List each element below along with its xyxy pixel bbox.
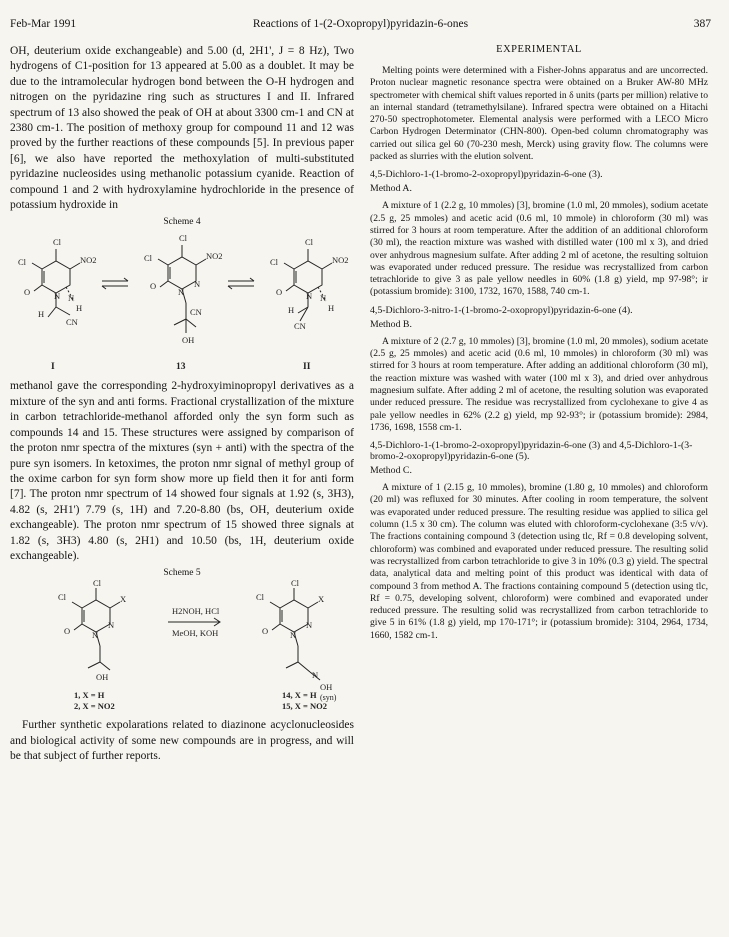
svg-text:N: N	[68, 293, 75, 304]
svg-text:N: N	[306, 620, 313, 631]
scheme-4-label-I: I	[51, 362, 55, 373]
scheme-5-reagents-top: H2NOH, HCl	[172, 606, 220, 617]
svg-text:H: H	[328, 303, 335, 314]
svg-text:OH: OH	[182, 335, 195, 346]
svg-text:N: N	[290, 630, 297, 641]
body-paragraph-3: Further synthetic expolarations related to diazinone acyclonucleosides and biological activity of some new compounds are in progress, and will be that subject of further reports.	[10, 719, 354, 763]
structure-I	[32, 249, 83, 320]
scheme-5-reagents-bottom: MeOH, KOH	[172, 628, 219, 639]
scheme-4-structures	[10, 229, 354, 379]
scheme-5	[10, 568, 354, 718]
svg-text:OH: OH	[96, 672, 109, 683]
method-c-label: Method C.	[370, 465, 412, 477]
svg-text:Cl: Cl	[179, 233, 188, 244]
svg-text:H: H	[76, 303, 83, 314]
scheme-5-compound-2: 2, X = NO2	[74, 701, 115, 712]
svg-text:O: O	[24, 287, 31, 298]
svg-text:O: O	[64, 626, 71, 637]
scheme-4	[10, 217, 354, 379]
method-c-text: A mixture of 1 (2.15 g, 10 mmoles), bromine (1.80 g, 10 mmoles) and chloroform (20 ml) was refluxed for 30 minutes. After cooling in room temperature, the solvent was evaporated under reduced pressure. The resulting residue was applied to silica gel column (1.5 x 30 cm). The column was eluted with chloroform-cyclohexane (3:5 v/v). The fractions containing compound 3 (detection using tlc, Rf = 0.8 developing solvent, chloroform) was combined and evaporated under reduced pressure. The resulting solid was recrystallized from carbon tetrachloride to give 3 in 10% (0.3 g) yield. The spectral data, analytical data and melting point of this product was identical with data of compound 3 from method A. The fractions containing compound 5 (detection using tlc, Rf = 0.75, developing solvent, chloroform) were combined and evaporated under reduced pressure. The resulting solid was recrystallized from carbon tetrachloride to give 5 in 61% (1.8 g) yield, mp 170-171°; ir (potassium bromide): 3104, 2964, 1734, 1660, 1582 cm-1.	[370, 482, 708, 641]
header-date: Feb-Mar 1991	[10, 18, 77, 30]
svg-text:CN: CN	[66, 317, 78, 328]
svg-text:Cl: Cl	[305, 237, 314, 248]
scheme-4-label-II: II	[303, 362, 311, 373]
scheme-4-label-13: 13	[176, 362, 186, 373]
svg-text:N: N	[178, 287, 185, 298]
method-a-label: Method A.	[370, 183, 412, 195]
scheme-5-compound-1: 1, X = H	[74, 690, 105, 701]
svg-text:Cl: Cl	[144, 253, 153, 264]
method-b-label: Method B.	[370, 318, 412, 330]
svg-text:CN: CN	[294, 321, 306, 332]
right-column	[370, 44, 708, 646]
page-number: 387	[693, 18, 711, 30]
header-title: Reactions of 1-(2-Oxopropyl)pyridazin-6-ones	[252, 18, 469, 30]
left-column	[10, 44, 354, 769]
svg-text:Cl: Cl	[53, 237, 62, 248]
svg-text:Cl: Cl	[270, 257, 279, 268]
running-header	[10, 18, 711, 34]
svg-text:Cl: Cl	[256, 592, 265, 603]
experimental-heading: EXPERIMENTAL	[496, 44, 582, 55]
svg-text:O: O	[150, 281, 157, 292]
svg-text:NO2: NO2	[80, 255, 97, 266]
svg-text:H: H	[38, 309, 45, 320]
method-a-text: A mixture of 1 (2.2 g, 10 mmoles) [3], bromine (1.0 ml, 20 mmoles), sodium acetate (2.5 g, 25 mmoles) and acetic acid (0.6 ml, 10 mmole) in chloroform (30 ml) was stirred for 3 hours at room temperature. After the addition of an additional chloroform (30 ml), the reaction mixture was washed with distilled water (100 ml x 3), and dried over anhydrous magnesium sulfate. After adding 2 ml of acetone, the resulting soltuion was evaporated under reduced pressure. The residue was recrystallized from carbon tetrachloride to give 3 as pale yellow needles in 60% (1.8 g) yield, mp 97-98°; ir (potassium bromide): 3100, 1732, 1670, 1588, 740 cm-1.	[370, 200, 708, 298]
svg-text:N: N	[320, 293, 327, 304]
svg-text:H: H	[288, 305, 295, 316]
svg-text:O: O	[262, 626, 269, 637]
svg-text:N: N	[194, 279, 201, 290]
svg-text:N: N	[92, 630, 99, 641]
method-b-text: A mixture of 2 (2.7 g, 10 mmoles) [3], bromine (1.0 ml, 20 mmoles), sodium acetate (2.5 g, 25 mmoles) and acetic acid (0.6 ml, 10 mmoles) in chloroform (30 ml) was stirred for 3 hours at room temperature. After adding an additional chloroform (30 ml), the reaction mixture was washed with water (100 ml x 3), and dried over anhydrous magnesium sulfate. After adding 2 ml of acetone, the resulting solution was evaporated under reduced pressure. The residue was recrystallized from cyclohexane to give 4 as pale yellow needles in 62% (2.2 g) yield, mp 92-93°; ir (potassium bromide): 2984, 1736, 1698, 1558 cm-1.	[370, 335, 708, 433]
svg-text:Cl: Cl	[93, 580, 102, 589]
svg-text:Cl: Cl	[18, 257, 27, 268]
scheme-5-syn-label: (syn)	[320, 693, 337, 703]
body-paragraph-2: methanol gave the corresponding 2-hydroxyiminopropyl derivatives as a mixture of the syn and anti forms. Fractional crystallization of the mixture in carbon tetrachloride-methanol afforded only the syn form such as compounds 14 and 15. These structures were assigned by comparison of the proton nmr spectra of the mixtures (syn + anti) with the spectra of the pure syn isomers. In ketoximes, the proton nmr signal of methyl group of the oxime carbon for syn form show more up field then it for anti form [7]. The proton nmr spectrum of 14 showed four signals at 1.92 (s, 3H3), 4.82 (s, 2H1') 7.79 (s, 1H) and 7.20-8.80 (bs, OH, deuterium oxide exchangeable). The proton nmr spectrum of 15 showed three signals at 1.82 (s, 3H3) 4.80 (s, 2H1) and 10.50 (bs, 1H, deuterium oxide exchangeable).	[10, 380, 354, 562]
svg-text:N: N	[312, 670, 319, 681]
svg-text:NO2: NO2	[206, 251, 223, 262]
compound-4-heading: 4,5-Dichloro-3-nitro-1-(1-bromo-2-oxopropyl)pyridazin-6-one (4).	[370, 304, 633, 316]
compound-3-heading: 4,5-Dichloro-1-(1-bromo-2-oxopropyl)pyridazin-6-one (3).	[370, 169, 603, 181]
svg-text:X: X	[120, 594, 127, 605]
svg-text:N: N	[306, 291, 313, 302]
svg-text:N: N	[108, 620, 115, 631]
svg-text:Cl: Cl	[58, 592, 67, 603]
scheme-5-title: Scheme 5	[163, 568, 201, 579]
svg-text:NO2: NO2	[332, 255, 349, 266]
experimental-intro: Melting points were determined with a Fisher-Johns apparatus and are uncorrected. Proton nuclear magnetic resonance spectra were obtained on a Bruker AW-80 MHz spectrometer with chemical shift values reported in δ units (parts per million) relative to an internal standard (tetramethylsilane). Infrared spectra were obtained on a Hitachi 270-50 spectrophotometer. Elemental analysis were performed with a LECO Micro Carbon Hydrogen Determinator (CHN-800). Open-bed column chromatography was carried out silica gel 60 (70-230 mesh, Merck) using gravity flow. The columns were packed as slurries with the elution solvent.	[370, 65, 708, 163]
svg-text:O: O	[276, 287, 283, 298]
scheme-4-title: Scheme 4	[163, 217, 201, 228]
svg-text:OH: OH	[320, 682, 333, 693]
body-paragraph-1: OH, deuterium oxide exchangeable) and 5.00 (d, 2H1', J = 8 Hz), Two hydrogens of C1-position for 13 appeared at 5.00 as a doublet. It may be due to the intramolecular hydrogen bond between the O-H hydrogen and nitrogen on the pyridazine ring such as structures I and II. Infrared spectrum of 13 also showed the peak of OH at about 3300 cm-1 and CN at 2380 cm-1. The position of methoxy group for compound 11 and 12 was proved by the further reactions of these compounds [5]. In previous paper [6], we also have reported the methoxylation of multi-substituted pyridazine nucleosides using methanolic potassium cyanide. Reaction of compound 1 and 2 with hydroxylamine hydrochloride in the presence of potassium hydroxide in	[10, 45, 354, 212]
svg-text:N: N	[54, 291, 61, 302]
scheme-5-structures	[10, 580, 354, 718]
compound-3-5-heading: 4,5-Dichloro-1-(1-bromo-2-oxopropyl)pyridazin-6-one (3) and 4,5-Dichloro-1-(3-bromo-2-oxopropyl)pyridazin-6-one (5).	[370, 440, 693, 463]
scheme-5-compound-15: 15, X = NO2	[282, 701, 327, 712]
svg-text:X: X	[318, 594, 325, 605]
svg-text:Cl: Cl	[291, 580, 300, 589]
scheme-5-compound-14: 14, X = H	[282, 690, 317, 701]
svg-text:CN: CN	[190, 307, 202, 318]
